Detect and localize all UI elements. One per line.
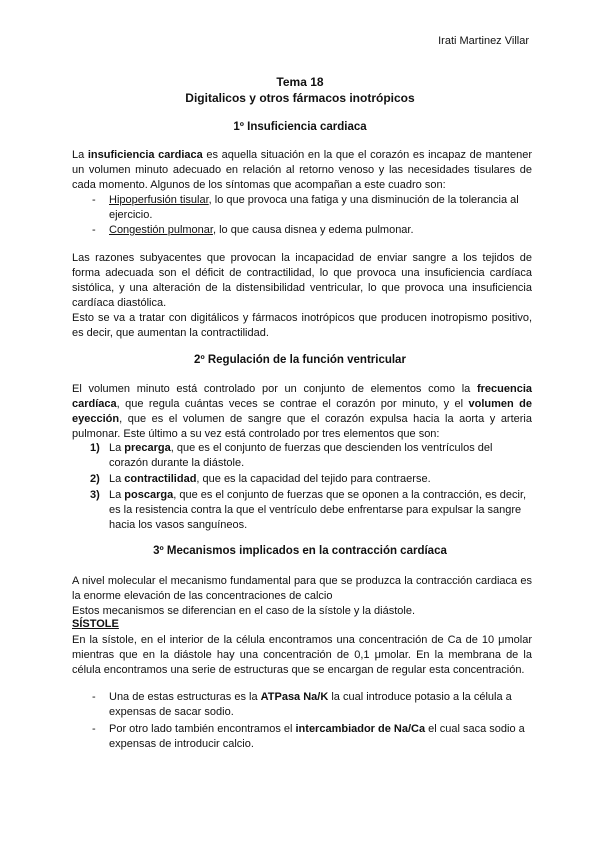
author-name: Irati Martinez Villar <box>438 35 529 47</box>
text-span: La <box>109 473 125 485</box>
list-number: 1) <box>90 442 100 454</box>
list-item <box>92 722 532 752</box>
symptom-list <box>92 193 532 238</box>
text-span: , que regula cuántas veces se contrae el corazón por minuto, y el <box>116 398 469 410</box>
section-3-paragraph-2: Estos mecanismos se diferencian en el caso de la sístole y la diástole. <box>72 605 416 617</box>
list-dash: - <box>92 224 96 236</box>
list-number: 2) <box>90 473 100 485</box>
bold-term: volumen de eyección <box>72 398 533 425</box>
ventricular-factors-list <box>92 441 532 534</box>
underlined-term: Hipoperfusión tisular <box>109 194 209 206</box>
text-span: la cual introduce potasio a la célula a expensas de sacar sodio. <box>109 691 512 718</box>
text-span: , que es el conjunto de fuerzas que se oponen a la contracción, es decir, es la resistencia contra la que el ventrículo debe enfrentarse para expulsar la sangre hacia los vasos sanguíneos. <box>109 489 527 531</box>
section-2-heading: 2º Regulación de la función ventricular <box>194 354 406 366</box>
list-number: 3) <box>90 489 100 501</box>
list-dash: - <box>92 194 96 206</box>
section-1-paragraph-2: Las razones subyacentes que provocan la incapacidad de enviar sangre a los tejidos de forma adecuada son el déficit de contractilidad, lo que provoca una insuficiencia cardíaca sistólica, y una alteración de la distensibilidad ventricular, lo que provoca una insuficiencia cardíaca diastólica. <box>72 252 532 309</box>
membrane-structures-list <box>92 690 532 752</box>
list-item <box>92 441 532 471</box>
text-span: Por otro lado también encontramos el <box>109 723 296 735</box>
sistole-label: SÍSTOLE <box>72 618 119 630</box>
list-item <box>92 472 532 487</box>
text-span: El volumen minuto está controlado por un conjunto de elementos como la <box>72 383 477 395</box>
text-span: Una de estas estructuras es la <box>109 691 261 703</box>
section-2-paragraph-1 <box>72 382 532 442</box>
topic-number: Tema 18 <box>276 75 324 89</box>
text-span: La <box>109 442 125 454</box>
list-dash: - <box>92 691 96 703</box>
text-span: es aquella situación en la que el corazón es incapaz de mantener un volumen minuto adecuado en relación al retorno venoso y las necesidades tisulares de cada momento. Algunos de los síntomas que acompañan a este cuadro son: <box>72 149 532 191</box>
text-span: , lo que causa disnea y edema pulmonar. <box>212 224 414 236</box>
section-1-paragraph-1 <box>72 148 532 193</box>
list-item <box>92 223 532 238</box>
list-dash: - <box>92 723 96 735</box>
section-1-paragraph-3: Esto se va a tratar con digitálicos y fármacos inotrópicos que producen inotropismo positivo, es decir, que aumentan la contractilidad. <box>72 312 532 339</box>
text-span: , que es la capacidad del tejido para contraerse. <box>196 473 431 485</box>
list-item <box>92 690 532 720</box>
section-3-heading: 3º Mecanismos implicados en la contracción cardíaca <box>153 545 447 557</box>
section-1-heading: 1º Insuficiencia cardiaca <box>233 121 367 133</box>
bold-term: contractilidad <box>124 473 197 485</box>
bold-term: intercambiador de Na/Ca <box>295 723 426 735</box>
text-span: , que es el conjunto de fuerzas que descienden los ventrículos del corazón durante la diástole. <box>109 442 493 469</box>
text-span: el cual saca sodio a expensas de introducir calcio. <box>109 723 525 750</box>
text-span: , lo que provoca una fatiga y una disminución de la tolerancia al ejercicio. <box>109 194 519 221</box>
bold-term: insuficiencia cardiaca <box>87 149 203 161</box>
topic-title: Digitalicos y otros fármacos inotrópicos <box>185 91 415 105</box>
text-span: La <box>72 149 88 161</box>
bold-term: poscarga <box>124 489 174 501</box>
bold-term: precarga <box>124 442 171 454</box>
list-item <box>92 488 532 533</box>
bold-term: frecuencia cardíaca <box>72 383 532 410</box>
bold-term: ATPasa Na/K <box>260 691 329 703</box>
list-item <box>92 193 532 223</box>
document-title-block <box>0 74 600 106</box>
section-3-paragraph-1: A nivel molecular el mecanismo fundamental para que se produzca la contracción cardiaca es la enorme elevación de las concentraciones de calcio <box>72 575 532 602</box>
text-span: La <box>109 489 125 501</box>
section-3-paragraph-3: En la sístole, en el interior de la célula encontramos una concentración de Ca de 10 μmolar mientras que en la diástole hay una concentración de 0,1 μmolar. En la membrana de la célula encontramos una serie de estructuras que se encargan de regular esta concentración. <box>72 634 532 676</box>
underlined-term: Congestión pulmonar <box>109 224 213 236</box>
text-span: , que es el volumen de sangre que el corazón expulsa hacia la aorta y arteria pulmonar. Este último a su vez está controlado por tres elementos que son: <box>72 413 532 440</box>
